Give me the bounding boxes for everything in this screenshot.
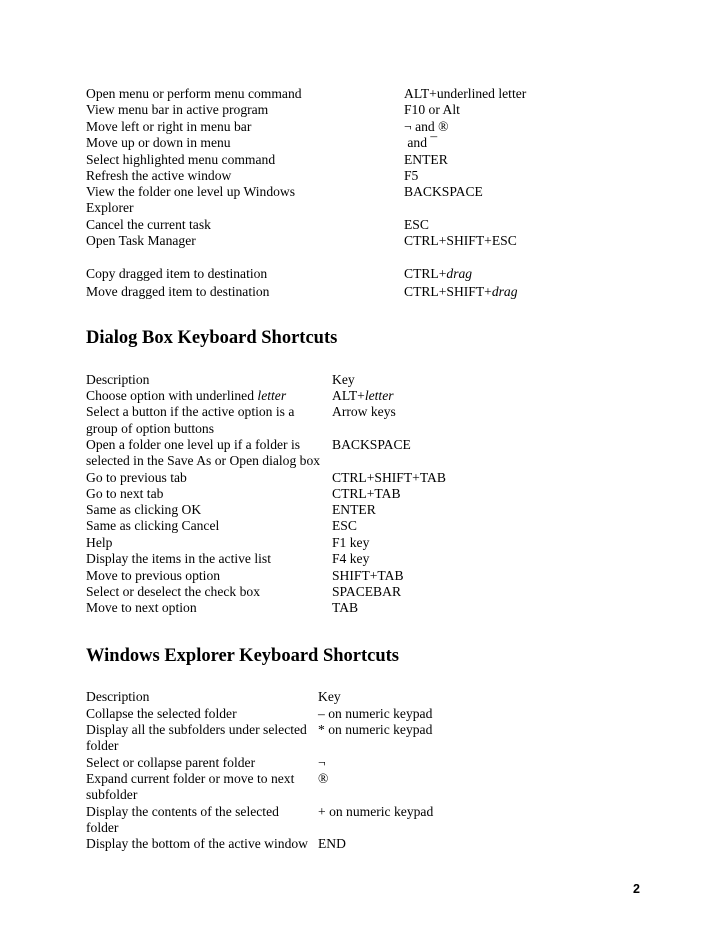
shortcut-key: ESC — [404, 217, 429, 232]
shortcut-key: CTRL+TAB — [332, 486, 401, 501]
shortcut-description: Explorer — [86, 200, 134, 215]
shortcut-description: folder — [86, 738, 119, 753]
shortcut-key: BACKSPACE — [404, 184, 483, 199]
shortcut-description: Refresh the active window — [86, 168, 232, 183]
shortcut-key: Arrow keys — [332, 404, 396, 419]
shortcut-description: Display all the subfolders under selected — [86, 722, 307, 737]
shortcut-key: and ¯ — [404, 135, 438, 150]
shortcut-key-text: CTRL+SHIFT+ — [404, 284, 492, 299]
shortcut-key-italic: drag — [446, 266, 473, 281]
shortcut-key: END — [318, 836, 346, 851]
shortcut-description: Help — [86, 535, 113, 550]
shortcut-key: ® — [318, 771, 329, 786]
shortcut-key: ALT+underlined letter — [404, 86, 527, 101]
shortcut-key: CTRL+SHIFT+TAB — [332, 470, 446, 485]
shortcut-description: Select highlighted menu command — [86, 152, 276, 167]
shortcut-description: Move to previous option — [86, 568, 221, 583]
shortcut-description: Collapse the selected folder — [86, 706, 237, 721]
shortcut-description: View the folder one level up Windows — [86, 184, 296, 199]
shortcut-description: Move up or down in menu — [86, 135, 231, 150]
shortcut-description: Select a button if the active option is a — [86, 404, 295, 419]
shortcut-key: F1 key — [332, 535, 370, 550]
shortcut-description: Same as clicking Cancel — [86, 518, 220, 533]
shortcut-description: Select or deselect the check box — [86, 584, 260, 599]
shortcut-description: Move dragged item to destination — [86, 284, 270, 299]
column-header-description: Description — [86, 372, 150, 387]
shortcut-key: F4 key — [332, 551, 370, 566]
shortcut-description: Display the bottom of the active window — [86, 836, 308, 851]
shortcut-key: ¬ and ® — [404, 119, 449, 134]
shortcut-key: ¬ — [318, 755, 326, 770]
shortcut-description: View menu bar in active program — [86, 102, 269, 117]
shortcut-key: ESC — [332, 518, 357, 533]
shortcut-description: Open a folder one level up if a folder is — [86, 437, 301, 452]
column-header-key: Key — [318, 689, 341, 704]
shortcut-description: Open Task Manager — [86, 233, 196, 248]
shortcut-key: ENTER — [404, 152, 448, 167]
shortcut-key: – on numeric keypad — [318, 706, 433, 721]
shortcut-description: Expand current folder or move to next — [86, 771, 295, 786]
shortcut-description: folder — [86, 820, 119, 835]
shortcut-key: + on numeric keypad — [318, 804, 434, 819]
shortcut-description: group of option buttons — [86, 421, 215, 436]
description-italic: letter — [257, 388, 287, 403]
shortcut-description: Display the contents of the selected — [86, 804, 279, 819]
shortcut-key-italic: letter — [364, 388, 394, 403]
shortcut-key: * on numeric keypad — [318, 722, 433, 737]
shortcut-description: Display the items in the active list — [86, 551, 271, 566]
shortcut-description — [86, 388, 286, 404]
shortcut-key-italic: drag — [491, 284, 518, 299]
shortcut-description: Move to next option — [86, 600, 197, 615]
shortcut-key-text: ALT+ — [332, 388, 365, 403]
shortcut-key — [404, 266, 472, 282]
description-text: Choose option with underlined — [86, 388, 258, 403]
shortcut-description: selected in the Save As or Open dialog box — [86, 453, 321, 468]
shortcut-description: Same as clicking OK — [86, 502, 202, 517]
shortcut-key: SPACEBAR — [332, 584, 402, 599]
section-heading-dialog-box: Dialog Box Keyboard Shortcuts — [86, 328, 338, 348]
shortcut-key: BACKSPACE — [332, 437, 411, 452]
page-number: 2 — [633, 882, 640, 896]
shortcut-key — [332, 388, 394, 404]
shortcut-description: subfolder — [86, 787, 138, 802]
shortcut-description: Open menu or perform menu command — [86, 86, 302, 101]
shortcut-key — [404, 284, 518, 300]
shortcut-key: F5 — [404, 168, 419, 183]
shortcut-description: Go to next tab — [86, 486, 164, 501]
shortcut-description: Go to previous tab — [86, 470, 187, 485]
shortcut-description: Select or collapse parent folder — [86, 755, 256, 770]
shortcut-key: SHIFT+TAB — [332, 568, 404, 583]
shortcut-key: F10 or Alt — [404, 102, 460, 117]
shortcut-description: Copy dragged item to destination — [86, 266, 268, 281]
shortcut-key: TAB — [332, 600, 359, 615]
shortcut-key: CTRL+SHIFT+ESC — [404, 233, 517, 248]
column-header-description: Description — [86, 689, 150, 704]
shortcut-key: ENTER — [332, 502, 376, 517]
column-header-key: Key — [332, 372, 355, 387]
section-heading-windows-explorer: Windows Explorer Keyboard Shortcuts — [86, 646, 400, 666]
shortcut-description: Move left or right in menu bar — [86, 119, 252, 134]
shortcut-key-text: CTRL+ — [404, 266, 447, 281]
shortcut-description: Cancel the current task — [86, 217, 211, 232]
